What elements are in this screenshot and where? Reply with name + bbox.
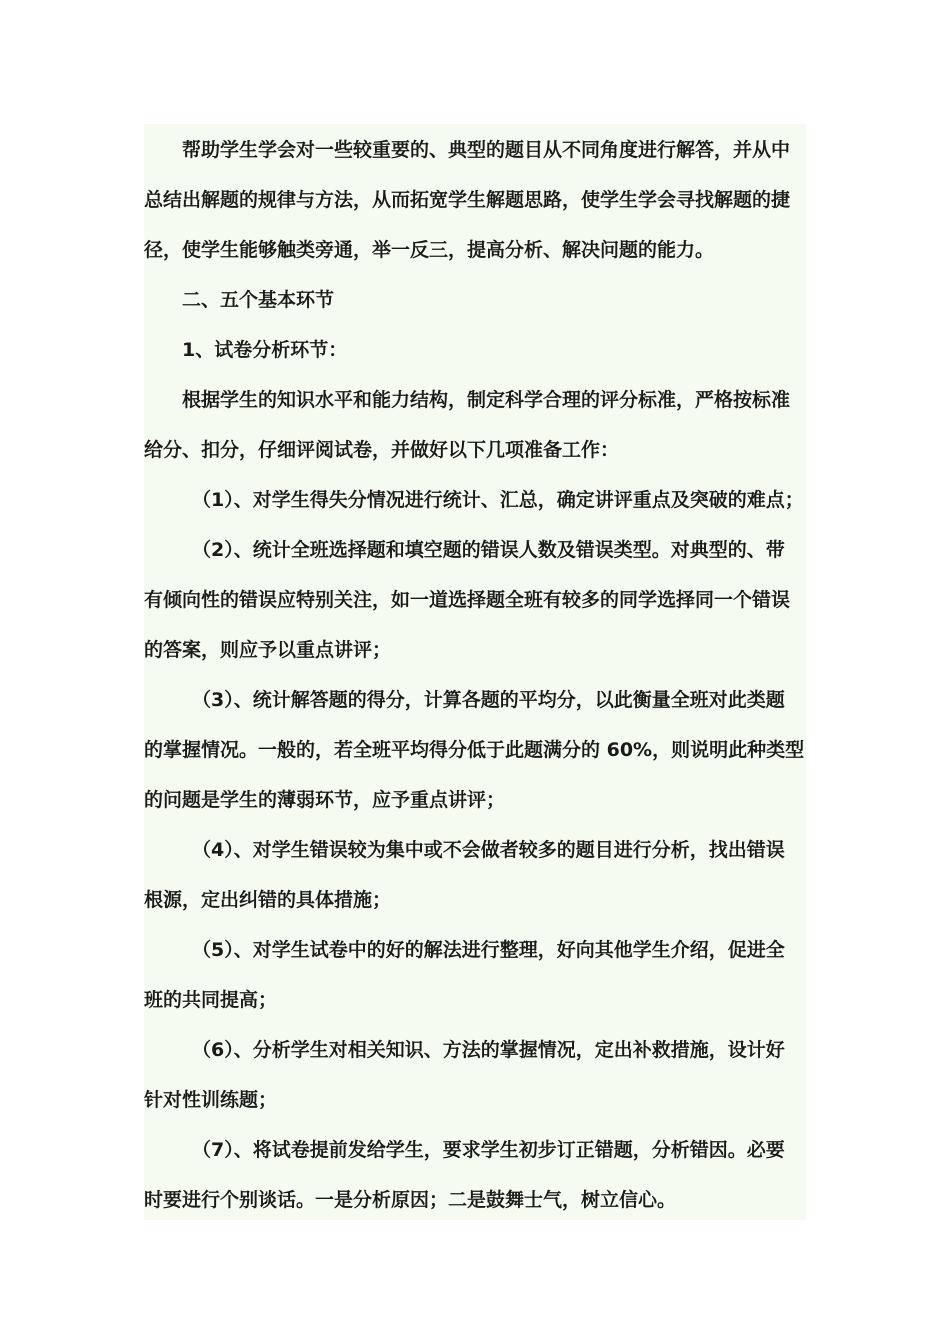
list-item-line: 班的共同提高； — [144, 989, 278, 1011]
list-item-line: 根源，定出纠错的具体措施； — [144, 889, 392, 911]
section-heading: 二、五个基本环节 — [182, 289, 335, 311]
paragraph-line: 根据学生的知识水平和能力结构，制定科学合理的评分标准，严格按标准 — [182, 389, 791, 411]
paragraph-line: 帮助学生学会对一些较重要的、典型的题目从不同角度进行解答，并从中 — [182, 139, 791, 161]
list-item-line: （3）、统计解答题的得分，计算各题的平均分，以此衡量全班对此类题 — [192, 689, 785, 711]
list-item-line: （2）、统计全班选择题和填空题的错误人数及错误类型。对典型的、带 — [192, 539, 785, 561]
list-item-line: 针对性训练题； — [144, 1089, 278, 1111]
list-item-line: 时要进行个别谈话。一是分析原因；二是鼓舞士气，树立信心。 — [144, 1189, 677, 1211]
list-item-line: （1）、对学生得失分情况进行统计、汇总，确定讲评重点及突破的难点； — [192, 489, 804, 511]
list-item-line: （6）、分析学生对相关知识、方法的掌握情况，定出补救措施，设计好 — [192, 1039, 785, 1061]
list-item-line: （4）、对学生错误较为集中或不会做者较多的题目进行分析，找出错误 — [192, 839, 785, 861]
list-item-line: 的答案，则应予以重点讲评； — [144, 639, 392, 661]
list-item-line: （5）、对学生试卷中的好的解法进行整理，好向其他学生介绍，促进全 — [192, 939, 785, 961]
subsection-heading: 1、试卷分析环节： — [182, 339, 348, 361]
document-body — [144, 124, 806, 1220]
paragraph-line: 给分、扣分，仔细评阅试卷，并做好以下几项准备工作： — [144, 439, 620, 461]
list-item-line: 有倾向性的错误应特别关注，如一道选择题全班有较多的同学选择同一个错误 — [144, 589, 791, 611]
paragraph-line: 径，使学生能够触类旁通，举一反三，提高分析、解决问题的能力。 — [144, 239, 715, 261]
list-item-line: 的掌握情况。一般的，若全班平均得分低于此题满分的 60%，则说明此种类型 — [144, 739, 805, 761]
paragraph-line: 总结出解题的规律与方法，从而拓宽学生解题思路，使学生学会寻找解题的捷 — [144, 189, 791, 211]
list-item-line: （7）、将试卷提前发给学生，要求学生初步订正错题，分析错因。必要 — [192, 1139, 785, 1161]
list-item-line: 的问题是学生的薄弱环节，应予重点讲评； — [144, 789, 506, 811]
